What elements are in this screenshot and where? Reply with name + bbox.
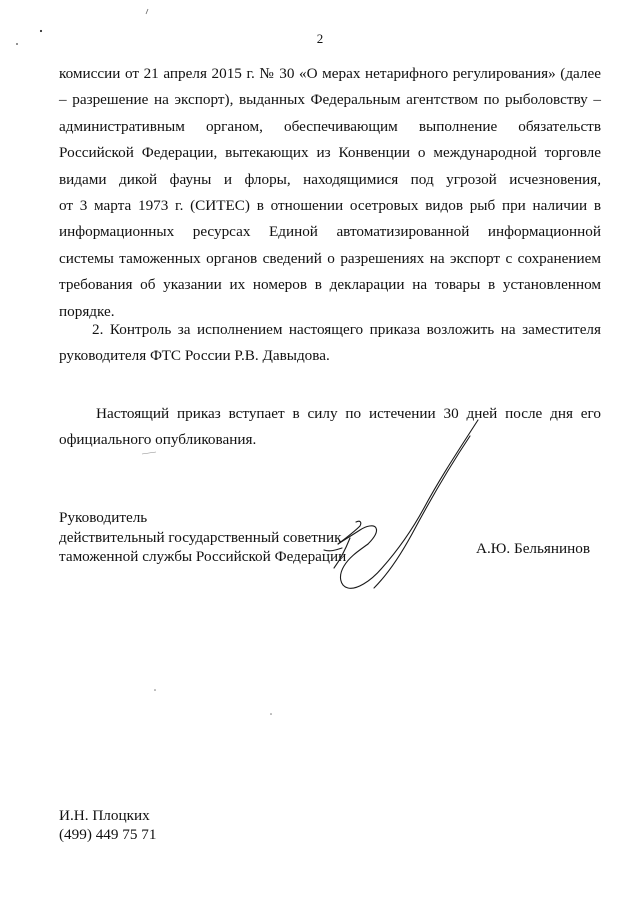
executor-name: И.Н. Плоцких — [59, 807, 150, 824]
signatory-title-line: действительный государственный советник — [59, 528, 342, 546]
page-number: 2 — [316, 31, 324, 46]
signatory-name: А.Ю. Бельянинов — [476, 540, 591, 557]
text-line: административным органом, обеспечивающим выполнение обязательств — [59, 117, 601, 135]
text-line: системы таможенных органов сведений о разрешениях на экспорт с сохранением — [59, 249, 601, 267]
text-line: официального опубликования. — [59, 431, 257, 449]
text-line: Российской Федерации, вытекающих из Конвенции о международной торговле — [59, 144, 601, 162]
handwritten-signature — [320, 418, 490, 598]
text-line: порядке. — [59, 302, 115, 320]
text-line: от 3 марта 1973 г. (СИТЕС) в отношении осетровых видов рыб при наличии в — [59, 197, 601, 215]
scan-marks — [0, 680, 640, 740]
executor-contact — [59, 806, 156, 844]
text-line: руководителя ФТС России Р.В. Давыдова. — [59, 347, 330, 365]
text-line: 2. Контроль за исполнением настоящего приказа возложить на заместителя — [92, 321, 601, 338]
text-line: Настоящий приказ вступает в силу по истечении 30 дней после дня его — [96, 405, 601, 422]
text-line: – разрешение на экспорт), выданных Федеральным агентством по рыболовству – — [59, 91, 601, 109]
paragraph-continuation — [59, 61, 601, 325]
scan-marks — [0, 0, 640, 60]
paragraph-2 — [59, 317, 601, 370]
scan-marks — [140, 448, 160, 458]
signatory-title-line: Руководитель — [59, 509, 148, 526]
text-line: требования об указании их номеров в декларации на товары в установленном — [59, 276, 601, 294]
signatory-title — [59, 508, 346, 567]
text-line: видами дикой фауны и флоры, находящимися под угрозой исчезновения, — [59, 170, 601, 188]
signatory-title-line: таможенной службы Российской Федерации — [59, 548, 347, 565]
text-line: комиссии от 21 апреля 2015 г. № 30 «О мерах нетарифного регулирования» (далее — [59, 65, 601, 82]
text-line: информационных ресурсах Единой автоматизированной информационной — [59, 223, 601, 241]
executor-phone: (499) 449 75 71 — [59, 826, 157, 843]
